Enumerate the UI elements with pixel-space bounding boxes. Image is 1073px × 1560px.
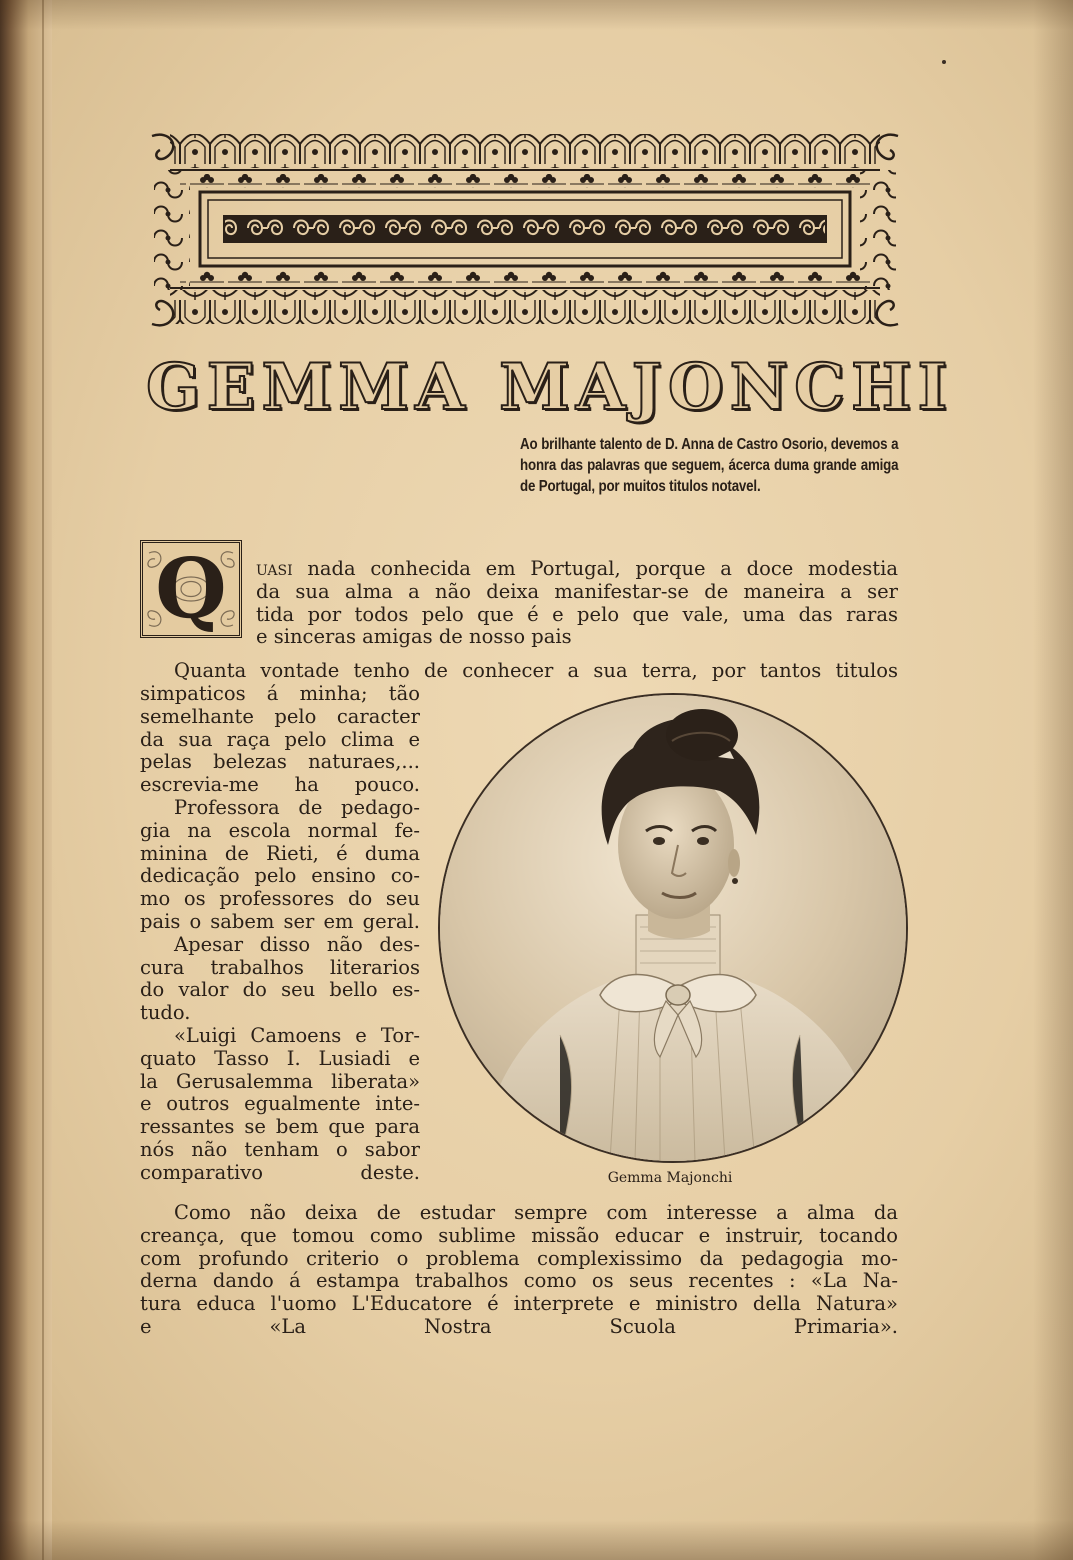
text-line: e outros egualmente inte- bbox=[140, 1092, 420, 1116]
text-line: la Gerusalemma liberata» bbox=[140, 1069, 420, 1093]
text-line: creança, que tomou como sublime missão educar e instruir, tocando bbox=[140, 1223, 898, 1247]
paragraph-quanta bbox=[140, 660, 898, 683]
text-line: minina de Rieti, é duma bbox=[140, 841, 420, 865]
ornamental-header-icon bbox=[150, 130, 900, 330]
text-line: semelhante pelo caracter bbox=[140, 704, 420, 728]
text-line: quato Tasso I. Lusiadi e bbox=[140, 1046, 420, 1070]
photo-caption: Gemma Majonchi bbox=[607, 1170, 733, 1186]
text-line: Como não deixa de estudar sempre com interesse a alma da bbox=[174, 1201, 898, 1224]
text-line: pais o sabem ser em geral. bbox=[140, 909, 420, 933]
text-line: dedicação pelo ensino co- bbox=[140, 864, 420, 888]
text-line: pelas belezas naturaes,... bbox=[140, 750, 420, 774]
text-line: comparativo deste. bbox=[140, 1160, 420, 1184]
paragraph-opening bbox=[256, 558, 898, 649]
text-line: e sinceras amigas de nosso pais bbox=[256, 625, 572, 649]
text-line: Professora de pedago- bbox=[174, 795, 420, 819]
page-fold bbox=[42, 0, 44, 1560]
text-line: mo os professores do seu bbox=[140, 887, 420, 911]
paragraph-closing bbox=[140, 1202, 898, 1339]
text-column bbox=[140, 683, 420, 1185]
text-line: gia na escola normal fe- bbox=[140, 818, 420, 842]
text-line: «Luigi Camoens e Tor- bbox=[174, 1023, 420, 1047]
text-line: do valor do seu bello es- bbox=[140, 978, 420, 1002]
dropcap-letter: Q bbox=[155, 541, 227, 637]
text-line: nós não tenham o sabor bbox=[140, 1137, 420, 1161]
text-line: simpaticos á minha; tão bbox=[140, 682, 420, 705]
text-line: cura trabalhos literarios bbox=[140, 955, 420, 979]
text-line: derna dando á estampa trabalhos como os seus recentes : «La Na- bbox=[140, 1269, 898, 1293]
text-line: escrevia-me ha pouco. bbox=[140, 773, 420, 797]
intro-note: Ao brilhante talento de D. Anna de Castro Osorio, devemos a honra das palavras que seguem, ácerca duma grande amiga de Portugal, por muitos titulos notavel. bbox=[520, 436, 899, 495]
opening-smallcaps: uasi bbox=[256, 557, 293, 580]
text-line: da sua alma a não deixa manifestar-se de maneira a ser bbox=[256, 579, 898, 603]
article-title: GEMMA MAJONCHI bbox=[146, 350, 954, 425]
text-line: nada conhecida em Portugal, porque a doce modestia bbox=[292, 557, 898, 580]
text-line: da sua raça pelo clima e bbox=[140, 727, 420, 751]
portrait-photo bbox=[438, 693, 908, 1163]
text-line: com profundo criterio o problema complexissimo da pedagogia mo- bbox=[140, 1246, 898, 1270]
book-binding bbox=[0, 0, 52, 1560]
text-line: e «La Nostra Scuola Primaria». bbox=[140, 1314, 898, 1338]
text-line bbox=[256, 558, 898, 581]
text-line: tida por todos pelo que é e pelo que vale, uma das raras bbox=[256, 602, 898, 626]
text-line: tudo. bbox=[140, 1001, 191, 1025]
decorative-initial-icon bbox=[140, 540, 242, 638]
text-line: tura educa l'uomo L'Educatore é interprete e ministro della Natura» bbox=[140, 1292, 898, 1316]
text-line: Quanta vontade tenho de conhecer a sua terra, por tantos titulos bbox=[174, 659, 898, 682]
text-line: Apesar disso não des- bbox=[174, 932, 420, 956]
portrait-icon bbox=[440, 695, 906, 1161]
text-line: ressantes se bem que para bbox=[140, 1115, 420, 1139]
